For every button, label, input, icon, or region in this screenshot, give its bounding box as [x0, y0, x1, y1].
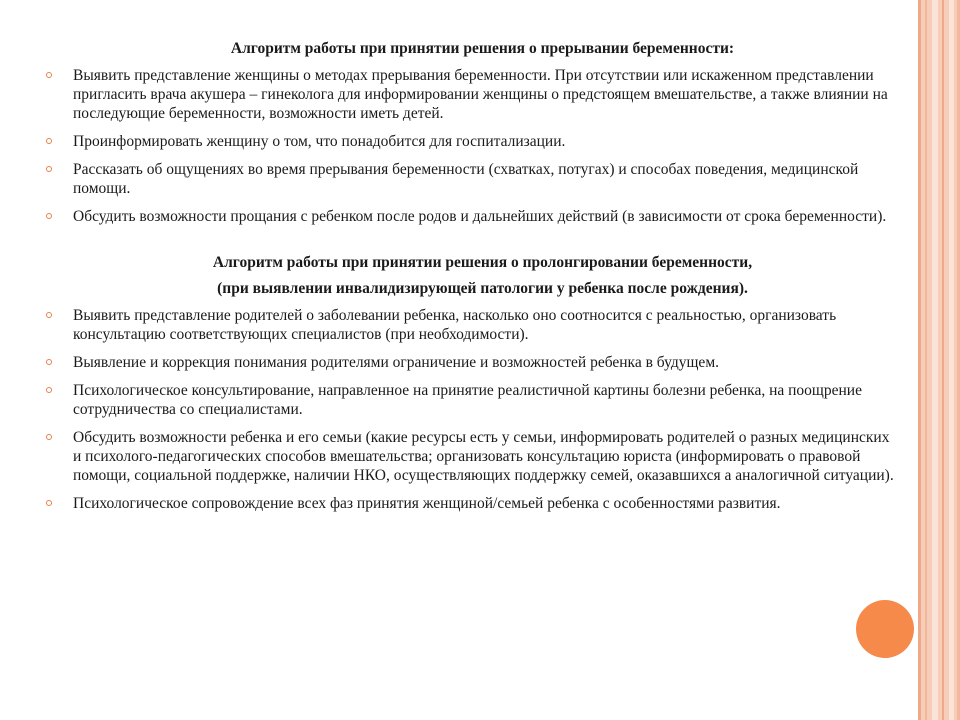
list-item-text: Выявить представление женщины о методах прерывания беременности. При отсутствии или искаженном представлении пригласить врача акушера – гинеколога для информировании женщины о предстоящем вмешательстве, а также влиянии на последующие беременности, возможности иметь детей.: [73, 67, 888, 122]
slide-content: [40, 38, 895, 522]
list-item-text: Психологическое сопровождение всех фаз принятия женщиной/семьей ребенка с особенностями развития.: [73, 495, 781, 512]
section1-list: [40, 66, 895, 226]
bullet-icon: [46, 72, 52, 78]
list-item: [40, 306, 895, 344]
section1-heading: Алгоритм работы при принятии решения о прерывании беременности:: [230, 40, 735, 57]
list-item-text: Психологическое консультирование, направленное на принятие реалистичной картины болезни ребенка, на поощрение сотрудничества со специалистами.: [73, 382, 862, 418]
list-item-text: Выявить представление родителей о заболевании ребенка, насколько оно соотносится с реальностью, организовать консультацию соответствующих специалистов (при необходимости).: [73, 307, 837, 343]
stripe: [918, 0, 921, 720]
bullet-icon: [46, 387, 52, 393]
bullet-icon: [46, 500, 52, 506]
stripe: [925, 0, 927, 720]
bullet-icon: [46, 166, 52, 172]
bullet-icon: [46, 359, 52, 365]
list-item: [40, 428, 895, 485]
list-item: [40, 207, 895, 226]
list-item: [40, 381, 895, 419]
stripe: [932, 0, 938, 720]
stripe: [942, 0, 944, 720]
list-item: [40, 132, 895, 151]
list-item: [40, 66, 895, 123]
section2-heading-line1: Алгоритм работы при принятии решения о пролонгировании беременности,: [212, 254, 753, 271]
list-item-text: Обсудить возможности ребенка и его семьи (какие ресурсы есть у семьи, информировать родителей о разных медицинских и психолого-педагогических способов вмешательства; организовать консультацию юриста (информировать о правовой помощи, социальной поддержке, наличии НКО, осуществляющих поддержку семей, оказавшихся а аналогичной ситуации).: [73, 429, 894, 484]
list-item-text: Проинформировать женщину о том, что понадобится для госпитализации.: [73, 133, 566, 150]
section2-heading-line2: (при выявлении инвалидизирующей патологии у ребенка после рождения).: [217, 280, 748, 297]
bullet-icon: [46, 312, 52, 318]
list-item-text: Выявление и коррекция понимания родителями ограничение и возможностей ребенка в будущем.: [73, 354, 719, 371]
list-item-text: Обсудить возможности прощания с ребенком после родов и дальнейших действий (в зависимости от срока беременности).: [73, 208, 887, 225]
list-item: [40, 494, 895, 513]
section2-list: [40, 306, 895, 513]
bullet-icon: [46, 138, 52, 144]
list-item: [40, 160, 895, 198]
bullet-icon: [46, 213, 52, 219]
list-item: [40, 353, 895, 372]
bullet-icon: [46, 434, 52, 440]
list-item-text: Рассказать об ощущениях во время прерывания беременности (схватках, потугах) и способах поведения, медицинской помощи.: [73, 161, 859, 197]
decorative-circle: [856, 600, 914, 658]
stripe: [949, 0, 954, 720]
decorative-stripes: [918, 0, 960, 720]
